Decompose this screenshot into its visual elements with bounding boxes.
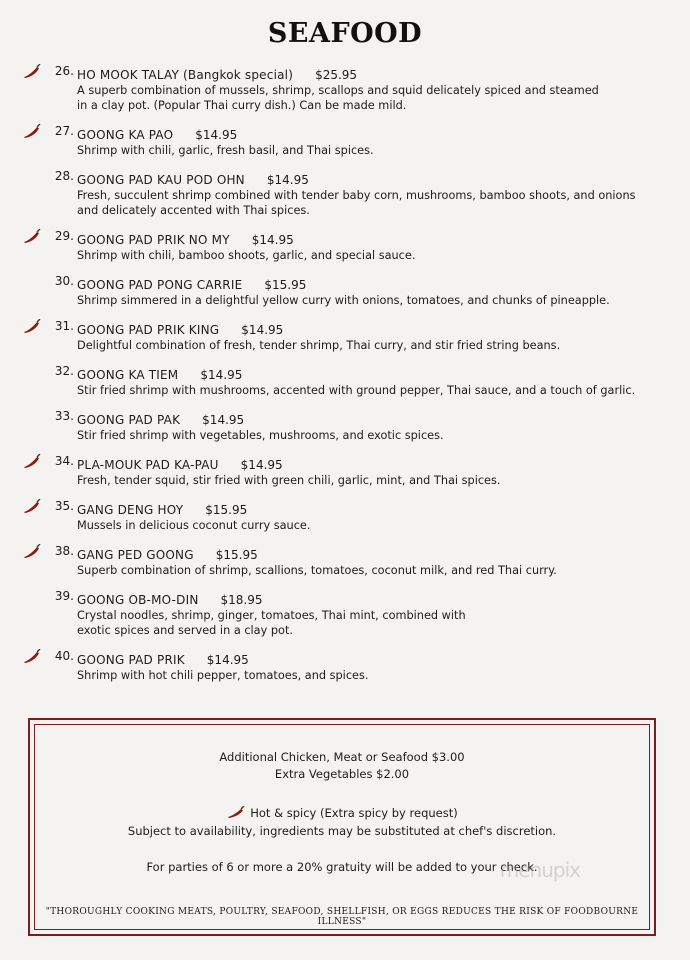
item-number: 39.	[54, 589, 74, 603]
item-number: 33.	[54, 409, 74, 423]
item-header	[77, 454, 662, 473]
item-header	[77, 124, 662, 143]
chili-pepper-icon	[22, 499, 42, 513]
seafood-menu-list	[22, 64, 662, 694]
page-title: SEAFOOD	[267, 18, 423, 49]
item-price: $15.95	[215, 548, 258, 562]
item-name: GOONG PAD KAU POD OHN	[77, 173, 245, 187]
item-name: GOONG PAD PRIK	[77, 653, 185, 667]
item-price: $14.95	[206, 653, 249, 667]
item-number: 29.	[54, 229, 74, 243]
item-description: in a clay pot. (Popular Thai curry dish.) Can be made mild.	[77, 99, 407, 112]
item-number: 31.	[54, 319, 74, 333]
extra-vegetables-note: Extra Vegetables $2.00	[274, 767, 410, 781]
item-description: Fresh, tender squid, stir fried with green chili, garlic, mint, and Thai spices.	[77, 474, 501, 487]
item-header	[77, 274, 662, 293]
menu-item	[22, 274, 662, 308]
chili-pepper-icon	[22, 229, 42, 243]
menu-item	[22, 64, 662, 113]
item-description: Crystal noodles, shrimp, ginger, tomatoes, Thai mint, combined with	[77, 609, 466, 622]
chili-pepper-icon	[22, 454, 42, 468]
item-price: $25.95	[315, 68, 358, 82]
item-price: $15.95	[205, 503, 248, 517]
chili-pepper-icon	[22, 319, 42, 333]
item-number: 34.	[54, 454, 74, 468]
item-header	[77, 544, 662, 563]
menu-item	[22, 544, 662, 578]
chili-pepper-icon	[226, 806, 246, 818]
item-price: $14.95	[241, 323, 284, 337]
item-price: $14.95	[266, 173, 309, 187]
item-number: 28.	[54, 169, 74, 183]
item-description: Shrimp with hot chili pepper, tomatoes, and spices.	[77, 669, 369, 682]
menu-item	[22, 649, 662, 683]
item-description: Shrimp with chili, garlic, fresh basil, and Thai spices.	[77, 144, 374, 157]
item-name: GOONG PAD PONG CARRIE	[77, 278, 243, 292]
item-header	[77, 64, 662, 83]
item-description: Fresh, succulent shrimp combined with tender baby corn, mushrooms, bamboo shoots, and onions	[77, 189, 636, 202]
menu-item	[22, 364, 662, 398]
item-price: $14.95	[195, 128, 238, 142]
item-number: 38.	[54, 544, 74, 558]
availability-note: Subject to availability, ingredients may be substituted at chef's discretion.	[127, 824, 557, 838]
menu-item	[22, 589, 662, 638]
item-name: GOONG OB-MO-DIN	[77, 593, 199, 607]
item-description: Shrimp simmered in a delightful yellow curry with onions, tomatoes, and chunks of pineapple.	[77, 294, 610, 307]
menu-item	[22, 409, 662, 443]
chili-pepper-icon	[22, 124, 42, 138]
item-number: 35.	[54, 499, 74, 513]
item-description: and delicately accented with Thai spices.	[77, 204, 310, 217]
item-header	[77, 169, 662, 188]
item-header	[77, 319, 662, 338]
item-header	[77, 499, 662, 518]
spicy-legend	[35, 805, 649, 822]
footer-inner-border	[34, 724, 650, 930]
item-description: Stir fried shrimp with mushrooms, accented with ground pepper, Thai sauce, and a touch of garlic.	[77, 384, 636, 397]
item-header	[77, 649, 662, 668]
item-name: GANG PED GOONG	[77, 548, 194, 562]
additional-meat-note: Additional Chicken, Meat or Seafood $3.00	[219, 750, 465, 764]
item-name: GOONG KA PAO	[77, 128, 174, 142]
item-name: PLA-MOUK PAD KA-PAU	[77, 458, 219, 472]
item-price: $15.95	[264, 278, 307, 292]
item-number: 32.	[54, 364, 74, 378]
item-header	[77, 409, 662, 428]
food-safety-warning: "THOROUGHLY COOKING MEATS, POULTRY, SEAFOOD, SHELLFISH, OR EGGS REDUCES THE RISK OF FOODBOURNE ILLNESS"	[45, 907, 639, 927]
item-price: $14.95	[240, 458, 283, 472]
item-price: $18.95	[220, 593, 263, 607]
item-number: 26.	[54, 64, 74, 78]
item-description: Mussels in delicious coconut curry sauce.	[77, 519, 311, 532]
footer-notice-box	[28, 718, 656, 936]
item-name: GOONG PAD PRIK KING	[77, 323, 220, 337]
item-header	[77, 589, 662, 608]
menu-item	[22, 169, 662, 218]
chili-pepper-icon	[22, 64, 42, 78]
menu-item	[22, 229, 662, 263]
item-price: $14.95	[251, 233, 294, 247]
item-name: GOONG PAD PRIK NO MY	[77, 233, 230, 247]
item-description: Delightful combination of fresh, tender shrimp, Thai curry, and stir fried string beans.	[77, 339, 561, 352]
menu-item	[22, 319, 662, 353]
item-header	[77, 229, 662, 248]
item-price: $14.95	[200, 368, 243, 382]
watermark-logo: menupix	[499, 858, 580, 882]
menu-item	[22, 124, 662, 158]
item-description: exotic spices and served in a clay pot.	[77, 624, 293, 637]
menu-item	[22, 499, 662, 533]
menu-item	[22, 454, 662, 488]
spicy-legend-text: Hot & spicy (Extra spicy by request)	[250, 806, 458, 820]
item-description: Stir fried shrimp with vegetables, mushrooms, and exotic spices.	[77, 429, 444, 442]
item-description: Superb combination of shrimp, scallions, tomatoes, coconut milk, and red Thai curry.	[77, 564, 557, 577]
item-name: GANG DENG HOY	[77, 503, 184, 517]
item-name: HO MOOK TALAY (Bangkok special)	[77, 68, 294, 82]
gratuity-note: For parties of 6 or more a 20% gratuity will be added to your check.	[146, 860, 538, 874]
item-description: Shrimp with chili, bamboo shoots, garlic, and special sauce.	[77, 249, 416, 262]
item-price: $14.95	[202, 413, 245, 427]
item-name: GOONG KA TIEM	[77, 368, 179, 382]
item-header	[77, 364, 662, 383]
chili-pepper-icon	[22, 544, 42, 558]
item-description: A superb combination of mussels, shrimp, scallops and squid delicately spiced and steamed	[77, 84, 599, 97]
chili-pepper-icon	[22, 649, 42, 663]
item-number: 30.	[54, 274, 74, 288]
item-name: GOONG PAD PAK	[77, 413, 181, 427]
item-number: 27.	[54, 124, 74, 138]
item-number: 40.	[54, 649, 74, 663]
